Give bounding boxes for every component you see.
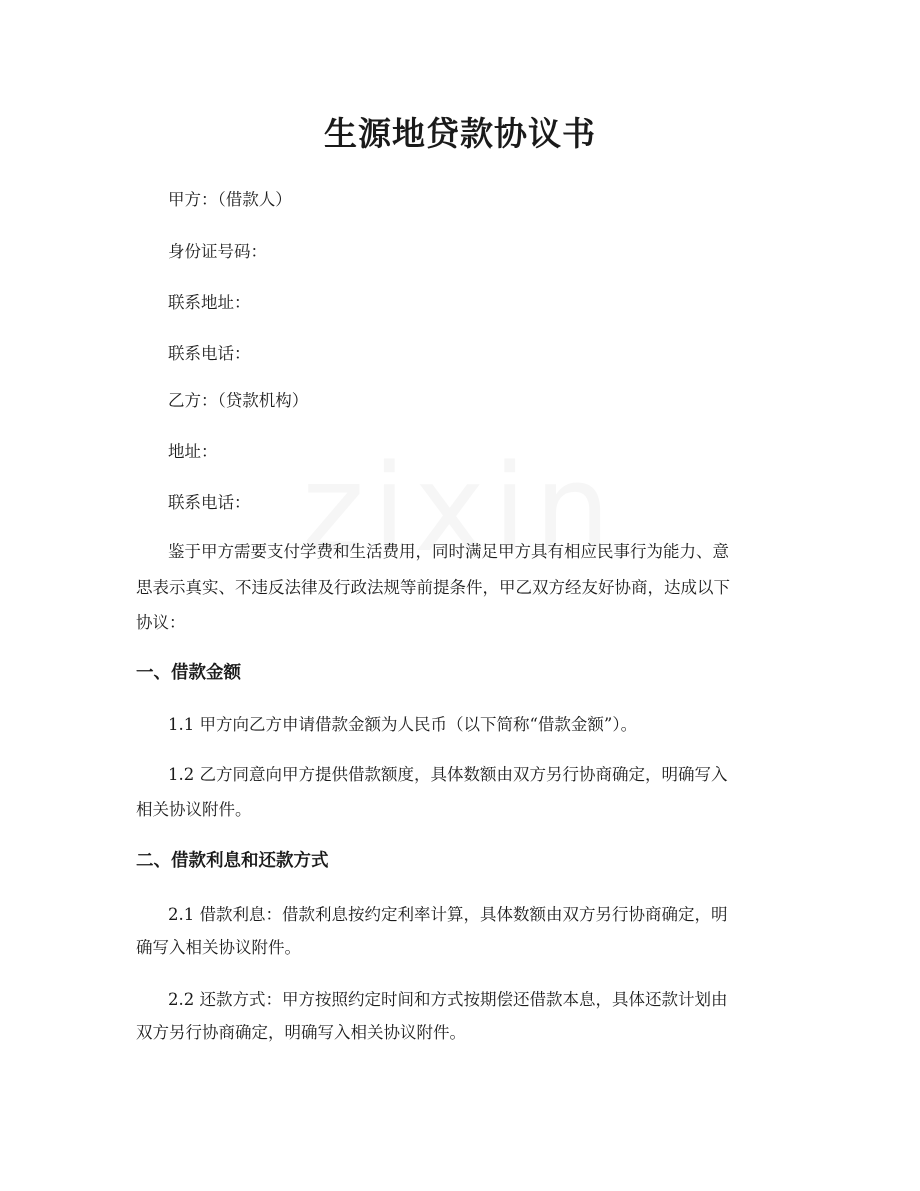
clause-2-2-line-2: 双方另行协商确定，明确写入相关协议附件。: [136, 1023, 466, 1042]
clause-1-1-line-1: 1.1 甲方向乙方申请借款金额为人民币（以下简称“借款金额”）。: [168, 715, 638, 734]
party-a-id-number: 身份证号码：: [168, 242, 267, 261]
section-heading-1: 一、借款金额: [136, 663, 241, 683]
party-a-phone: 联系电话：: [168, 344, 251, 363]
clause-2-1-line-1: 2.1 借款利息：借款利息按约定利率计算，具体数额由双方另行协商确定，明: [168, 905, 728, 924]
clause-2-1-line-2: 确写入相关协议附件。: [136, 938, 301, 957]
preamble-line-1: 鉴于甲方需要支付学费和生活费用，同时满足甲方具有相应民事行为能力、意: [168, 542, 729, 561]
section-heading-2: 二、借款利息和还款方式: [136, 851, 329, 871]
document-title: 生源地贷款协议书: [324, 114, 596, 153]
party-b-phone: 联系电话：: [168, 493, 251, 512]
party-b-label: 乙方：（贷款机构）: [168, 391, 309, 410]
preamble-line-2: 思表示真实、不违反法律及行政法规等前提条件，甲乙双方经友好协商，达成以下: [136, 578, 730, 597]
party-a-address: 联系地址：: [168, 293, 251, 312]
preamble-line-3: 协议：: [136, 613, 186, 632]
party-a-label: 甲方：（借款人）: [168, 190, 292, 209]
clause-1-2-line-2: 相关协议附件。: [136, 800, 252, 819]
party-b-address: 地址：: [168, 442, 218, 461]
clause-2-2-line-1: 2.2 还款方式：甲方按照约定时间和方式按期偿还借款本息，具体还款计划由: [168, 990, 728, 1009]
clause-1-2-line-1: 1.2 乙方同意向甲方提供借款额度，具体数额由双方另行协商确定，明确写入: [168, 765, 728, 784]
